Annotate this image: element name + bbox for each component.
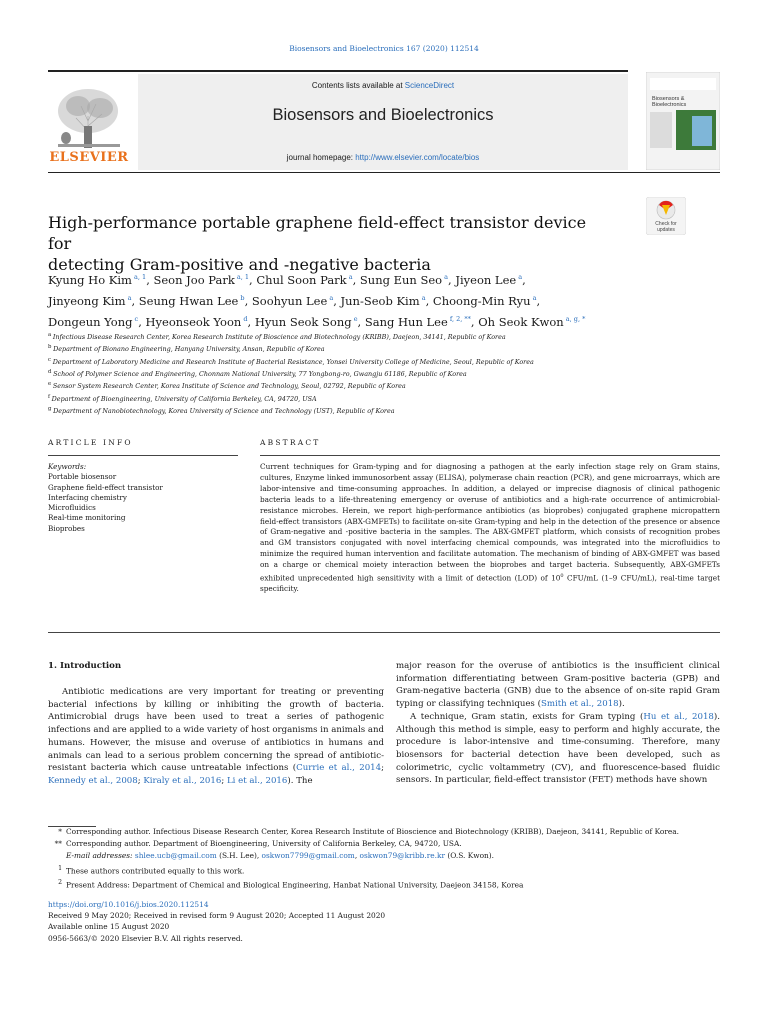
email-link[interactable]: shlee.ucb@gmail.com — [134, 851, 217, 861]
author-affiliation-marker[interactable]: a, 1 — [131, 273, 147, 281]
author-affiliation-marker[interactable]: d — [241, 314, 248, 323]
footnote-equal-contribution: $^1$ These authors contributed equally to this work. — [58, 864, 245, 876]
email-link[interactable]: oskwon7799@gmail.com — [261, 851, 355, 861]
author-affiliation-marker[interactable]: b — [238, 293, 245, 302]
cover-title-2: Bioelectronics — [652, 102, 687, 108]
author-affiliation-marker[interactable]: a — [327, 293, 334, 302]
copyright: 0956-5663/© 2020 Elsevier B.V. All rights reserved. — [48, 933, 243, 943]
author-name[interactable]: Sang Hun Lee — [364, 314, 448, 329]
footnote-present-address: $^2$ Present Address: Department of Chemical and Biological Engineering, Hanbat National University, Daejeon 34158, Korea — [58, 879, 524, 890]
author-name[interactable]: Oh Seok Kwon — [478, 314, 564, 329]
author-affiliation-marker[interactable]: a, 1 — [234, 273, 250, 281]
reference-link[interactable]: Kennedy et al., 2008 — [48, 775, 138, 786]
author-list — [48, 268, 688, 330]
author-line: Kyung Ho Kim $^{a, 1}$, Seon Joo Park $^{a, 1}$, Chul Soon Park $^a$, Sung Eun Seo $^a$, Jiyeon Lee $^a$, — [48, 272, 526, 287]
keyword-item: Portable biosensor — [48, 472, 117, 482]
check-updates-line2: updates — [657, 227, 675, 233]
reference-link[interactable]: Currie et al., 2014 — [296, 763, 382, 774]
title-line-1: High-performance portable graphene field-effect transistor device for — [48, 213, 587, 253]
abstract-bottom-rule — [48, 632, 720, 633]
author-name[interactable]: Hyeonseok Yoon — [145, 314, 242, 329]
info-rule — [48, 455, 238, 456]
check-for-updates-icon[interactable] — [646, 197, 686, 235]
affiliation-item: $^b$ Department of Bionano Engineering, Hanyang University, Ansan, Republic of Korea — [48, 344, 325, 354]
author-name[interactable]: Kyung Ho Kim — [48, 272, 132, 287]
author-name[interactable]: Seon Joo Park — [153, 272, 235, 287]
author-affiliation-marker[interactable]: f, 2, ** — [447, 314, 471, 323]
email-link[interactable]: oskwon79@kribb.re.kr — [359, 851, 446, 861]
author-name[interactable]: Soohyun Lee — [251, 293, 328, 308]
keyword-item: Interfacing chemistry — [48, 492, 127, 502]
keyword-item: Real-time monitoring — [48, 513, 126, 523]
footnote-corresponding-2: ** Corresponding author. Department of Bioengineering, University of California Berkeley, CA, 94720, USA. — [54, 839, 462, 849]
author-affiliation-marker[interactable]: e — [351, 314, 358, 323]
check-updates-line1: Check for — [655, 221, 677, 227]
publisher-name: ELSEVIER — [49, 150, 129, 165]
publication-info — [48, 899, 728, 944]
affiliation-item: $^a$ Infectious Disease Research Center, Korea Research Institute of Bioscience and Biotechnology (KRIBB), Daejeon, 34141, Republic of Korea — [48, 332, 506, 342]
header-top-rule — [48, 70, 628, 72]
journal-cover-image[interactable] — [646, 72, 720, 170]
author-affiliation-marker[interactable]: a, g, * — [563, 314, 586, 323]
footnote-corresponding-1: * Corresponding author. Infectious Disease Research Center, Korea Research Institute of Bioscience and Biotechnology (KRIBB), Daejeon, 34141, Republic of Korea. — [58, 827, 680, 836]
journal-title: Biosensors and Bioelectronics — [272, 106, 494, 124]
journal-homepage: journal homepage: http://www.elsevier.com/locate/bios — [286, 153, 480, 162]
available-online: Available online 15 August 2020 — [48, 922, 170, 932]
author-affiliation-marker[interactable]: a — [419, 293, 426, 302]
author-name[interactable]: Hyun Seok Song — [254, 314, 352, 329]
contents-line: Contents lists available at ScienceDirect — [311, 81, 455, 90]
footnotes — [48, 826, 748, 892]
homepage-link[interactable]: http://www.elsevier.com/locate/bios — [355, 153, 480, 162]
keywords-block — [48, 462, 238, 534]
author-affiliation-marker[interactable]: a — [530, 293, 537, 302]
received-dates: Received 9 May 2020; Received in revised form 9 August 2020; Accepted 11 August 2020 — [48, 911, 386, 921]
author-line: Dongeun Yong $^c$, Hyeonseok Yoon $^d$, Hyun Seok Song $^e$, Sang Hun Lee $^{f, 2, **}$, Oh Seok Kwon $^{a, g, *}$ — [48, 314, 586, 329]
author-name[interactable]: Jun-Seob Kim — [340, 293, 420, 308]
author-affiliation-marker[interactable]: a — [516, 273, 523, 281]
affiliations — [48, 330, 728, 416]
author-name[interactable]: Chul Soon Park — [256, 272, 347, 287]
author-affiliation-marker[interactable]: a — [125, 293, 132, 302]
keywords-label: Keywords: — [48, 462, 87, 471]
affiliation-item: $^f$ Department of Bioengineering, University of California Berkeley, CA, 94720, USA — [48, 393, 317, 403]
abstract-rule — [260, 455, 720, 456]
reference-link[interactable]: Li et al., 2016 — [226, 775, 288, 786]
keyword-item: Graphene field-effect transistor — [48, 482, 163, 492]
author-affiliation-marker[interactable]: c — [132, 314, 139, 323]
affiliation-item: $^c$ Department of Laboratory Medicine and Research Institute of Bacterial Resistance, Yonsei University College of Medicine, Seoul, Republic of Korea — [48, 356, 534, 366]
author-name[interactable]: Sung Eun Seo — [359, 272, 443, 287]
author-affiliation-marker[interactable]: a — [346, 273, 353, 281]
header-bottom-rule — [48, 172, 720, 173]
author-line: Jinyeong Kim $^a$, Seung Hwan Lee $^b$, Soohyun Lee $^a$, Jun-Seob Kim $^a$, Choong-Min Ryu $^a$, — [48, 293, 541, 308]
abstract-exponent: 0 — [560, 573, 564, 580]
affiliation-item: $^e$ Sensor System Research Center, Korea Institute of Science and Technology, Seoul, 02792, Republic of Korea — [48, 381, 406, 391]
abstract-heading: ABSTRACT — [260, 438, 321, 447]
author-affiliation-marker[interactable]: a — [442, 273, 449, 281]
doi-link[interactable]: https://doi.org/10.1016/j.bios.2020.112514 — [48, 900, 209, 909]
affiliation-item: $^g$ Department of Nanobiotechnology, Korea University of Science and Technology (UST), Republic of Korea — [48, 405, 395, 416]
section-heading-introduction: 1. Introduction — [48, 661, 122, 671]
journal-reference[interactable]: Biosensors and Bioelectronics 167 (2020) 112514 — [289, 44, 479, 53]
keywords-list — [48, 472, 238, 534]
reference-link[interactable]: Hu et al., 2018 — [643, 711, 714, 722]
author-name[interactable]: Jiyeon Lee — [455, 272, 517, 287]
title-line-2: detecting Gram-positive and -negative bacteria — [48, 255, 431, 274]
cover-title-1: Biosensors & — [652, 96, 685, 102]
affiliation-item: $^d$ School of Polymer Science and Engineering, Chonnam National University, 77 Yongbong-ro, Gwangju 61186, Republic of Korea — [48, 368, 467, 379]
body-column-left: Antibiotic medications are very important for treating or preventing bacterial infections by killing or inhibiting the growth of bacteria. Antimicrobial drugs have been used to treat a series of pathogenic infections and are applied to a wide variety of host organisms in animals and humans. However, the misuse and overuse of antibiotics in humans and animals can lead to a serious problem concerning the spread of antibiotic-resistant bacteria which cause untreatable infections (Currie et al., 2014; Kennedy et al., 2008; Kiraly et al., 2016; Li et al., 2016). The — [48, 687, 385, 786]
author-name[interactable]: Choong-Min Ryu — [432, 293, 531, 308]
reference-link[interactable]: Smith et al., 2018 — [540, 699, 619, 710]
keyword-item: Bioprobes — [48, 523, 85, 533]
abstract-text: Current techniques for Gram-typing and for diagnosing a pathogen at the early infection stage rely on Gram stains, cultures, Enzyme linked immunosorbent assay (ELISA), polymerase chain reaction (PCR), and gene microarrays, which are labor-intensive and time-consuming approaches. In addition, a delayed or imprecise diagnosis of clinical pathogenic bacteria leads to a life-threatening emergency or overuse of antibiotics and a high-rate occurrence of antimicrobial-resistance microbes. Herein, we report high-performance antibiotics (as bioprobes) conjugated graphene micropattern field-effect transistors (ABX-GMFETs) to facilitate on-site Gram-typing and help in the detection of the presence or absence of Gram-negative and -positive bacteria in the samples. The ABX-GMFET platform, which consists of recognition probes and GM transistors conjugated with novel interfacing chemical compounds, was integrated into the microfluidics to minimize the required human intervention and facilitate automation. The mechanism of binding of ABX-GMFET was based on a charge or chemical moiety interaction between the bioprobes and target bacteria. Subsequently, ABX-GMFETs exhibited unprecedented high sensitivity with a limit of detection (LOD) of $10^0$ CFU/mL (1–9 CFU/mL), real-time target specificity. — [260, 462, 721, 594]
author-name[interactable]: Jinyeong Kim — [48, 293, 126, 308]
keyword-item: Microfluidics — [48, 503, 96, 513]
author-name[interactable]: Seung Hwan Lee — [138, 293, 239, 308]
reference-link[interactable]: Kiraly et al., 2016 — [143, 775, 222, 786]
article-info-heading: ARTICLE INFO — [48, 438, 133, 447]
author-name[interactable]: Dongeun Yong — [48, 314, 133, 329]
body-column-right: major reason for the overuse of antibiotics is the insufficient clinical information differentiating between Gram-positive bacteria (GPB) and Gram-negative bacteria (GNB) due to the absence of on-site rapid Gram typing or classifying techniques (Smith et al., 2018). A technique, Gram statin, exists for Gram typing (Hu et al., 2018). Although this method is simple, easy to perform and highly accurate, the procedure is labor-intensive and time-consuming. Therefore, many biosensors for bacterial detection have been developed, such as colorimetric, cyclic voltammetry (CV), and fluorescence-based fluidic sensors. In particular, field-effect transistor (FET) methods have shown — [396, 661, 720, 786]
footnote-emails: E-mail addresses: shlee.ucb@gmail.com (S.H. Lee), oskwon7799@gmail.com, oskwon79@kribb.re.kr (O.S. Kwon). — [66, 851, 495, 861]
article-title — [48, 212, 608, 275]
sciencedirect-link[interactable]: ScienceDirect — [404, 81, 455, 90]
